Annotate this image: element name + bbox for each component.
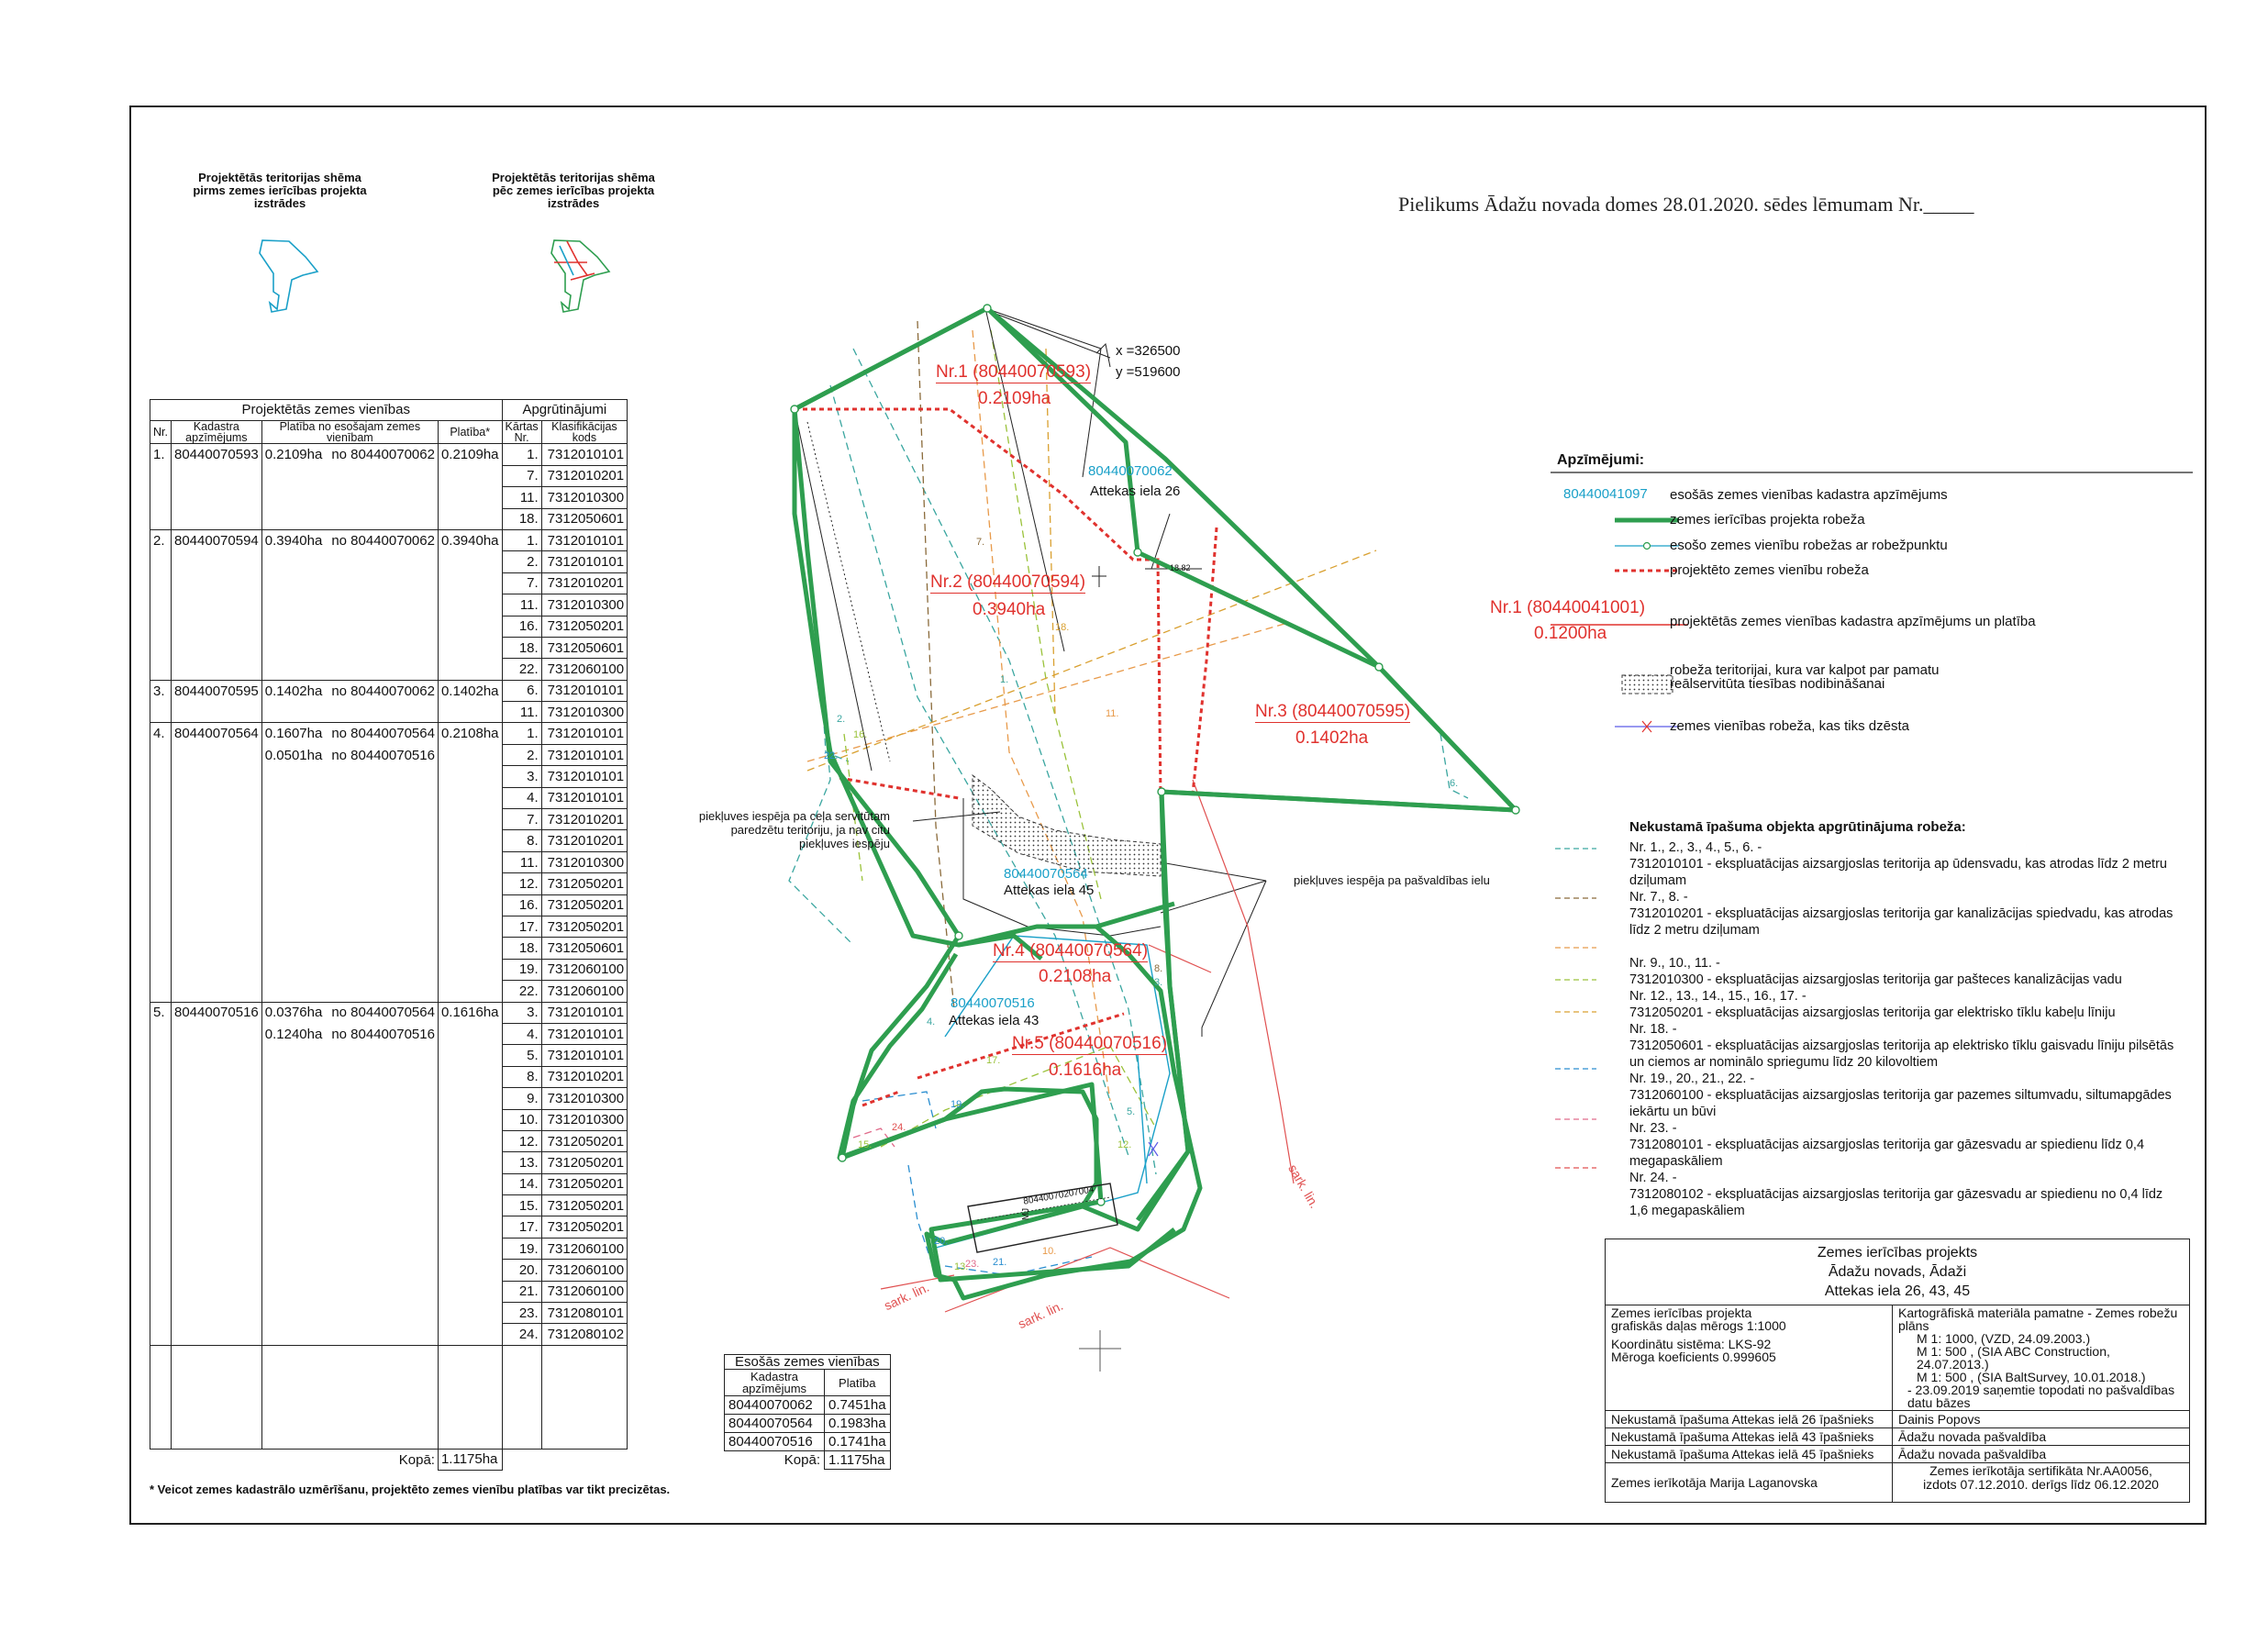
existing-kad-516: 80440070516 [951, 995, 1035, 1011]
legend-item-existing-kad: esošās zemes vienības kadastra apzīmējums [1670, 487, 1948, 503]
table-row: 19. 7312060100 [150, 959, 628, 980]
col-kadastra: Kadastra apzīmējums [171, 421, 261, 444]
title-block-basemap-info: Kartogrāfiskā materiāla pamatne - Zemes robežu plāns M 1: 1000, (VZD, 24.09.2003.) M 1: 500 , (SIA ABC Construction, 24.07.2013.) M 1: 500 , (SIA BaltSurvey, 10.01.2018.) - 23.09.2019 saņemtie topodati no pašvaldības datu bāzes [1893, 1305, 2190, 1411]
parcel-5-label: Nr.5 (80440070516) [1012, 1034, 1168, 1053]
legend-sample-kad: 80440041097 [1563, 486, 1648, 502]
existing-kad-062: 80440070062 [1088, 463, 1173, 479]
parcel-2-area: 0.3940ha [973, 600, 1046, 619]
table-row: 7. 7312010201 [150, 809, 628, 830]
table-row-empty [150, 1407, 628, 1427]
thumb-after-caption: Projektētās teritorijas shēma pēc zemes ierīcības projekta izstrādes [492, 171, 655, 210]
table-row: 5. 7312010101 [150, 1045, 628, 1066]
legend-item-existing-boundary: esošo zemes vienību robežas ar robežpunktu [1670, 538, 1948, 553]
table-row: 18. 7312050601 [150, 637, 628, 658]
street-access-note: piekļuves iespēja pa pašvaldības ielu [1294, 873, 1490, 887]
existing-table-title: Esošās zemes vienības [725, 1355, 891, 1370]
red-line-label-3: sark. lin. [1016, 1297, 1066, 1332]
enc-num-12: 12. [1117, 1139, 1132, 1150]
table-row: 17. 7312050201 [150, 1216, 628, 1238]
boundary-points [791, 305, 1519, 1205]
table-row: 24. 7312080102 [150, 1324, 628, 1345]
table-row-empty [150, 1387, 628, 1407]
existing-col-kad: Kadastra apzīmējums [725, 1370, 825, 1396]
legend-item-planned-parcel: projektētās zemes vienības kadastra apzīmējums un platība [1670, 614, 2036, 629]
enc-num-23: 23. [965, 1259, 980, 1270]
table-row: 2. 80440070594 0.3940ha no 80440070062 0.3940ha 1. 7312010101 [150, 529, 628, 550]
table-row: 11. 7312010300 [150, 702, 628, 723]
existing-addr-26: Attekas iela 26 [1090, 483, 1181, 499]
enc-num-1: 1. [1000, 674, 1009, 685]
enc-num-15: 15. [858, 1139, 873, 1150]
table-row: 80440070564 0.1983ha [725, 1415, 891, 1433]
existing-total-label: Kopā: [784, 1452, 820, 1469]
owner-row: Nekustamā īpašuma Attekas ielā 43 īpašnieks Ādažu novada pašvaldība [1606, 1428, 2190, 1446]
table-row: 20. 7312060100 [150, 1260, 628, 1281]
enc-legend-item-1: Nr. 1., 2., 3., 4., 5., 6. - 7312010101 - ekspluatācijas aizsargjoslas teritorija ap ūdensvadu, kas atrodas līdz 2 metru dziļumam [1629, 840, 2167, 888]
enc-num-20: 20. [934, 1236, 949, 1247]
table-row: 8. 7312010201 [150, 1066, 628, 1087]
table-row: 12. 7312050201 [150, 1130, 628, 1151]
enc-num-6: 6. [1450, 778, 1459, 789]
enc-num-24: 24. [892, 1122, 906, 1133]
table-row: 18. 7312050601 [150, 508, 628, 529]
table-row: 0.0501ha no 80440070516 2. 7312010101 [150, 744, 628, 765]
legend-item-planned-boundary: projektēto zemes vienību robeža [1670, 562, 1869, 578]
table-row: 80440070516 0.1741ha [725, 1433, 891, 1451]
parcel-5-area: 0.1616ha [1049, 1061, 1122, 1080]
table-row: 80440070062 0.7451ha [725, 1396, 891, 1415]
table-row: 13. 7312050201 [150, 1152, 628, 1173]
col-platiba-no: Platība no esošajam zemes vienībam [261, 421, 438, 444]
total-label: Kopā: [150, 1449, 439, 1470]
legend-samples [1551, 468, 2193, 743]
table-row: 1. 80440070593 0.2109ha no 80440070062 0.2109ha 1. 7312010101 [150, 444, 628, 465]
project-boundary-main [795, 308, 1516, 1280]
legend-title: Apzīmējumi: [1557, 452, 1645, 468]
table-row: 22. 7312060100 [150, 981, 628, 1002]
parcel-2-label: Nr.2 (80440070594) [930, 572, 1086, 592]
table-row: 16. 7312050201 [150, 616, 628, 637]
planned-parcels-table [150, 399, 628, 1471]
table-row: 7. 7312010201 [150, 572, 628, 594]
owner-row: Nekustamā īpašuma Attekas ielā 26 īpašnieks Dainis Popovs [1606, 1411, 2190, 1428]
parcel-3-area: 0.1402ha [1295, 728, 1369, 748]
enc-num-4: 4. [927, 1016, 936, 1028]
col-kods: Klasifikācijas kods [541, 421, 627, 444]
servitude-note: piekļuves iespēja pa ceļa servitūtam paredzētu teritoriju, ja nav citu piekļuves iespēju [698, 809, 890, 850]
encumbrance-legend-samples [1551, 839, 1624, 1188]
enc-num-22: 22. [824, 750, 839, 761]
planned-table-title: Projektētās zemes vienības [150, 400, 503, 421]
table-row: 7. 7312010201 [150, 465, 628, 486]
table-row: 2. 7312010101 [150, 551, 628, 572]
enc-legend-item-7: Nr. 23. - 7312080101 - ekspluatācijas aizsargjoslas teritorija gar gāzesvadu ar spiedienu līdz 0,4 megapaskāliem [1629, 1121, 2145, 1169]
enc-num-11: 11. [1106, 708, 1119, 719]
col-nr: Nr. [150, 421, 172, 444]
red-line-label-2: sark. lin. [882, 1279, 932, 1314]
existing-col-platiba: Platība [825, 1370, 891, 1396]
surveyor-certificate: Zemes ierīkotāja sertifikāta Nr.AA0056, izdots 07.12.2010. derīgs līdz 06.12.2020 [1893, 1463, 2190, 1503]
thumb-before-caption: Projektētās teritorijas shēma pirms zemes ierīcības projekta izstrādes [193, 171, 367, 210]
enc-num-10: 10. [1042, 1246, 1057, 1257]
parcel-1-area: 0.2109ha [978, 389, 1051, 408]
title-block [1605, 1239, 2190, 1503]
enc-num-7: 7. [976, 537, 985, 548]
encumbrance-legend-title: Nekustamā īpašuma objekta apgrūtinājuma robeža: [1629, 819, 1966, 835]
total-value: 1.1175ha [438, 1449, 502, 1470]
owner-row: Nekustamā īpašuma Attekas ielā 45 īpašnieks Ādažu novada pašvaldība [1606, 1446, 2190, 1463]
coord-y: y =519600 [1116, 364, 1181, 380]
surveyor-name: Zemes ierīkotāja Marija Laganovska [1606, 1463, 1893, 1503]
existing-addr-45: Attekas iela 45 [1004, 883, 1095, 898]
table-row: 9. 7312010300 [150, 1088, 628, 1109]
table-row: 11. 7312010300 [150, 487, 628, 508]
enc-num-2: 2. [837, 714, 846, 725]
existing-total-value: 1.1175ha [825, 1451, 891, 1470]
table-row-empty [150, 1345, 628, 1366]
parcel-4-label: Nr.4 (80440070564) [993, 941, 1149, 961]
table-row: 21. 7312060100 [150, 1281, 628, 1302]
legend-sample-parcel: Nr.1 (80440041001) [1490, 598, 1646, 617]
table-row-empty [150, 1366, 628, 1386]
title-block-heading: Zemes ierīcības projekts Ādažu novads, Ādaži Attekas iela 26, 43, 45 [1606, 1239, 2190, 1305]
parcel-1-label: Nr.1 (80440070593) [936, 362, 1092, 382]
table-row: 3. 7312010101 [150, 766, 628, 787]
enc-legend-item-2: Nr. 7., 8. - 7312010201 - ekspluatācijas aizsargjoslas teritorija gar kanalizācijas spiedvadu, kas atrodas līdz 2 metru dziļumam [1629, 890, 2174, 938]
servitude-area [973, 775, 1161, 876]
annex-title: Pielikums Ādažu novada domes 28.01.2020. sēdes lēmumam Nr._____ [1398, 193, 1974, 216]
table-row-empty [150, 1427, 628, 1449]
legend-sample-area: 0.1200ha [1534, 624, 1607, 643]
enc-num-16: 16. [853, 729, 868, 740]
planned-table-body [150, 444, 628, 1449]
existing-kad-564: 80440070564 [1004, 866, 1088, 882]
building-code: 80440070207004 [1022, 1184, 1095, 1207]
thumb-before-shape [260, 240, 317, 312]
building-mark: MJ [1021, 1207, 1032, 1221]
coord-x: x =326500 [1116, 343, 1181, 359]
legend-item-project-boundary: zemes ierīcības projekta robeža [1670, 512, 1865, 528]
table-row: 18. 7312050601 [150, 938, 628, 959]
red-line-label-1: sark. lin. [1285, 1161, 1323, 1211]
enc-legend-item-4: Nr. 12., 13., 14., 15., 16., 17. - 7312050201 - ekspluatācijas aizsargjoslas teritorija gar elektrisko tīklu kabeļu līniju [1629, 989, 2116, 1020]
table-row: 12. 7312050201 [150, 873, 628, 894]
existing-parcels-table [724, 1354, 891, 1470]
enc-num-17: 17. [986, 1055, 1001, 1066]
table-row: 22. 7312060100 [150, 659, 628, 680]
table-row: 23. 7312080101 [150, 1303, 628, 1324]
table-row: 4. 80440070564 0.1607ha no 80440070564 0.2108ha 1. 7312010101 [150, 723, 628, 744]
enc-legend-item-5: Nr. 18. - 7312050601 - ekspluatācijas aizsargjoslas teritorija ap elektrisko tīklu gaisvadu līniju pilsētās un ciemos ar nominālo spriegumu līdz 20 kilovoltiem [1629, 1022, 2174, 1070]
parcel-3-label: Nr.3 (80440070595) [1255, 702, 1411, 721]
thumb-after-shape [551, 240, 609, 312]
enc-num-8: 8. [1154, 963, 1163, 974]
table-row: 5. 80440070516 0.0376ha no 80440070564 0.1616ha 3. 7312010101 [150, 1002, 628, 1023]
enc-legend-item-8: Nr. 24. - 7312080102 - ekspluatācijas aizsargjoslas teritorija gar gāzesvadu ar spiedienu no 0,4 līdz 1,6 megapaskāliem [1629, 1171, 2163, 1218]
table-row: 17. 7312050201 [150, 916, 628, 937]
table-row: 15. 7312050201 [150, 1195, 628, 1216]
enc-num-3: 3. [1154, 977, 1163, 988]
enc-num-21: 21. [993, 1257, 1007, 1268]
table-row: 10. 7312010300 [150, 1109, 628, 1130]
col-platiba: Platība* [438, 421, 502, 444]
title-block-scale-info: Zemes ierīcības projekta grafiskās daļas mērogs 1:1000 Koordinātu sistēma: LKS-92 Mēroga koeficients 0.999605 [1606, 1305, 1893, 1411]
enc-legend-item-6: Nr. 19., 20., 21., 22. - 7312060100 - ekspluatācijas aizsargjoslas teritorija gar pazemes siltumvadu, siltumapgādes iekārtu un būvi [1629, 1072, 2172, 1119]
table-row: 8. 7312010201 [150, 830, 628, 851]
table-row: 19. 7312060100 [150, 1238, 628, 1259]
legend-item-servitude: robeža teritorijai, kura var kalpot par pamatu reālservitūta tiesības nodibināšanai [1670, 662, 1940, 692]
legend-item-deleted: zemes vienības robeža, kas tiks dzēsta [1670, 718, 1909, 734]
encumbrance-table-title: Apgrūtinājumi [502, 400, 628, 421]
enc-num-13: 13. [954, 1261, 969, 1272]
table-row: 11. 7312010300 [150, 851, 628, 872]
enc-num-19: 19. [951, 1099, 965, 1110]
existing-addr-43: Attekas iela 43 [949, 1013, 1040, 1028]
enc-num-5: 5. [1127, 1106, 1136, 1117]
dimension-label: 18.82 [1170, 563, 1191, 572]
table-row: 16. 7312050201 [150, 894, 628, 916]
parcel-4-area: 0.2108ha [1039, 967, 1112, 986]
table-row: 11. 7312010300 [150, 594, 628, 616]
col-kartas: Kārtas Nr. [502, 421, 541, 444]
table-row: 0.1240ha no 80440070516 4. 7312010101 [150, 1023, 628, 1044]
enc-legend-item-3: Nr. 9., 10., 11. - 7312010300 - ekspluatācijas aizsargjoslas teritorija gar pašteces kanalizācijas vadu [1629, 956, 2122, 987]
footnote: * Veicot zemes kadastrālo uzmērīšanu, projektēto zemes vienību platības var tikt precizētas. [150, 1483, 671, 1496]
table-row: 4. 7312010101 [150, 787, 628, 808]
table-row: 3. 80440070595 0.1402ha no 80440070062 0.1402ha 6. 7312010101 [150, 680, 628, 701]
enc-num-18: 18. [1055, 622, 1070, 633]
table-row: 14. 7312050201 [150, 1173, 628, 1194]
